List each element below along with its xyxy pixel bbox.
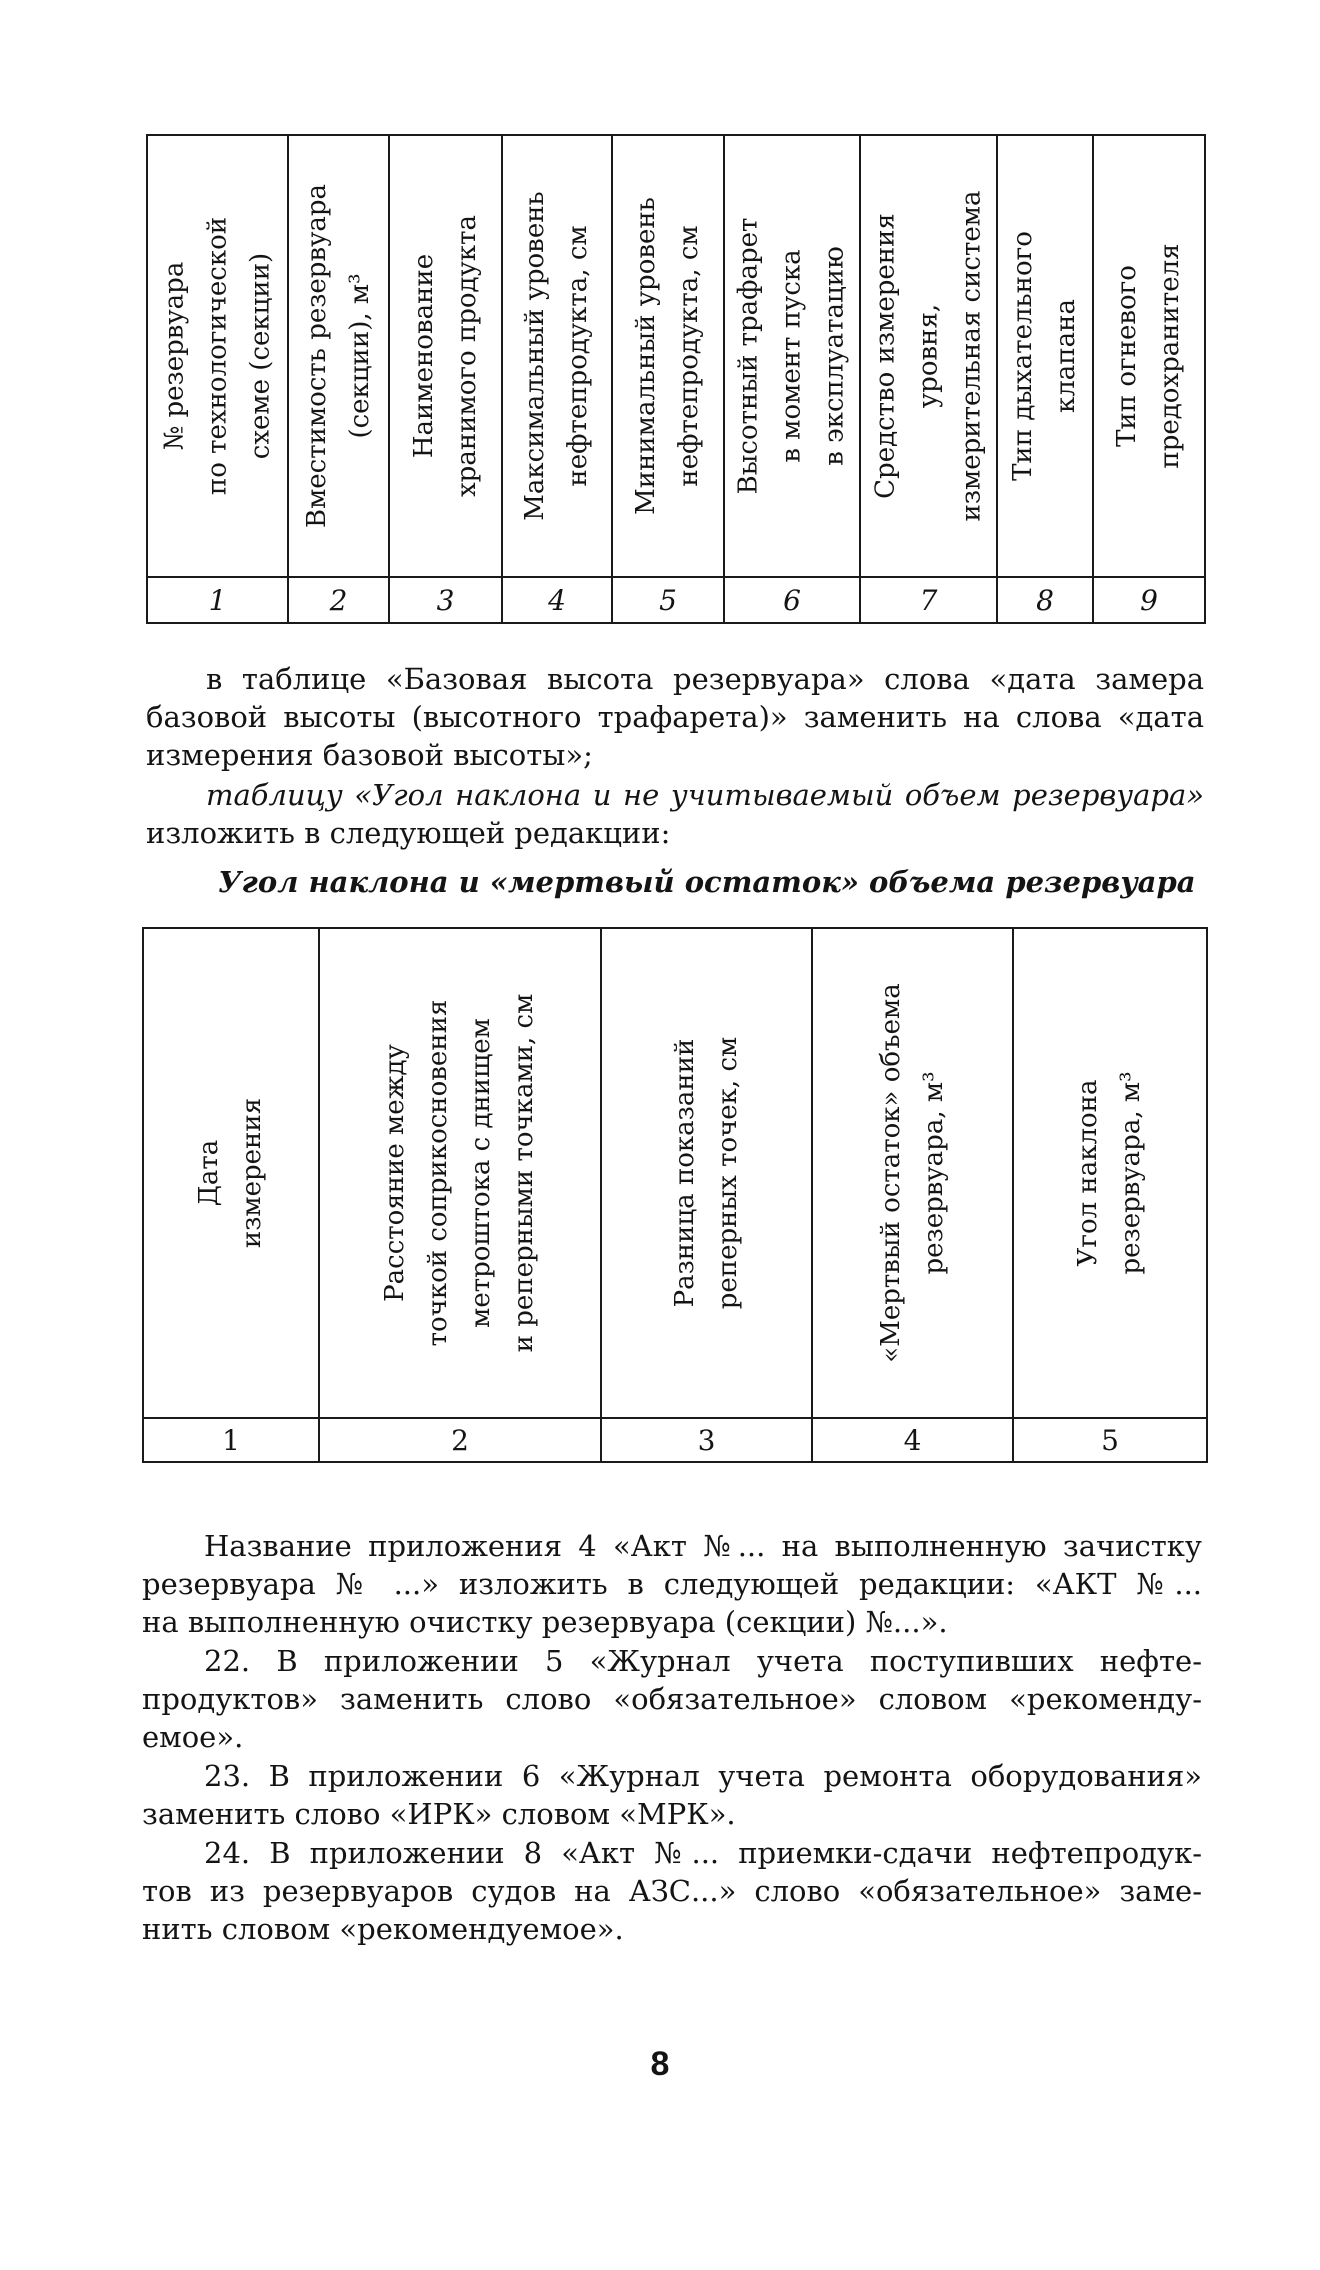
header-measurement-date: Дата измерения bbox=[143, 928, 319, 1418]
column-number: 2 bbox=[288, 577, 389, 623]
paragraph-item-24: 24. В приложении 8 «Акт №... приемки-сдачи нефтепродук- тов из резервуаров судов на АЗС...» слово «обязательное» заме- нить словом «рекомендуемое». bbox=[142, 1836, 1202, 1946]
header-reading-difference: Разница показаний реперных точек, см bbox=[601, 928, 812, 1418]
table-caption: Угол наклона и «мертвый остаток» объема резервуара bbox=[218, 865, 1196, 899]
header-product-name: Наименование хранимого продукта bbox=[389, 135, 502, 577]
header-level-meter: Средство измерения уровня, измерительная система bbox=[860, 135, 997, 577]
paragraph-item-23: 23. В приложении 6 «Журнал учета ремонта оборудования» заменить слово «ИРК» словом «МРК». bbox=[142, 1759, 1202, 1831]
column-number: 1 bbox=[143, 1418, 319, 1462]
column-number: 5 bbox=[1013, 1418, 1207, 1462]
column-number: 9 bbox=[1093, 577, 1205, 623]
header-dead-residue: «Мертвый остаток» объема резервуара, м³ bbox=[812, 928, 1013, 1418]
column-number: 5 bbox=[612, 577, 724, 623]
column-number: 6 bbox=[724, 577, 860, 623]
header-height-stencil: Высотный трафарет в момент пуска в эксплуатацию bbox=[724, 135, 860, 577]
header-tank-number: № резервуара по технологической схеме (секции) bbox=[147, 135, 288, 577]
column-number: 3 bbox=[389, 577, 502, 623]
column-number: 8 bbox=[997, 577, 1093, 623]
table-row bbox=[143, 1418, 1207, 1462]
column-number: 3 bbox=[601, 1418, 812, 1462]
tilt-table bbox=[142, 927, 1208, 1463]
column-number: 4 bbox=[502, 577, 612, 623]
paragraph-item-22: 22. В приложении 5 «Журнал учета поступивших нефте- продуктов» заменить слово «обязательное» словом «рекоменду- емое». bbox=[142, 1644, 1202, 1754]
page-number: 8 bbox=[650, 2045, 670, 2083]
tank-table bbox=[146, 134, 1206, 624]
header-tilt-angle: Угол наклона резервуара, м³ bbox=[1013, 928, 1207, 1418]
column-number: 2 bbox=[319, 1418, 601, 1462]
paragraph-base-height: в таблице «Базовая высота резервуара» слова «дата замера базовой высоты (высотного трафарета)» заменить на слова «дата измерения базовой высоты»; bbox=[146, 662, 1204, 772]
header-max-level: Максимальный уровень нефтепродукта, см bbox=[502, 135, 612, 577]
column-number: 4 bbox=[812, 1418, 1013, 1462]
table-row bbox=[147, 577, 1205, 623]
header-capacity: Вместимость резервуара (секции), м³ bbox=[288, 135, 389, 577]
header-contact-distance: Расстояние между точкой соприкосновения метроштока с днищем и реперными точками, см bbox=[319, 928, 601, 1418]
header-min-level: Минимальный уровень нефтепродукта, см bbox=[612, 135, 724, 577]
paragraph-tilt-table: таблицу «Угол наклона и не учитываемый объем резервуара» изложить в следующей редакции: bbox=[146, 778, 1204, 850]
column-number: 7 bbox=[860, 577, 997, 623]
header-flame-arrester: Тип огневого предохранителя bbox=[1093, 135, 1205, 577]
paragraph-appendix-4: Название приложения 4 «Акт №... на выполненную зачистку резервуара № ...» изложить в следующей редакции: «АКТ №... на выполненную очистку резервуара (секции) №...». bbox=[142, 1529, 1202, 1639]
column-number: 1 bbox=[147, 577, 288, 623]
header-breather-valve: Тип дыхательного клапана bbox=[997, 135, 1093, 577]
